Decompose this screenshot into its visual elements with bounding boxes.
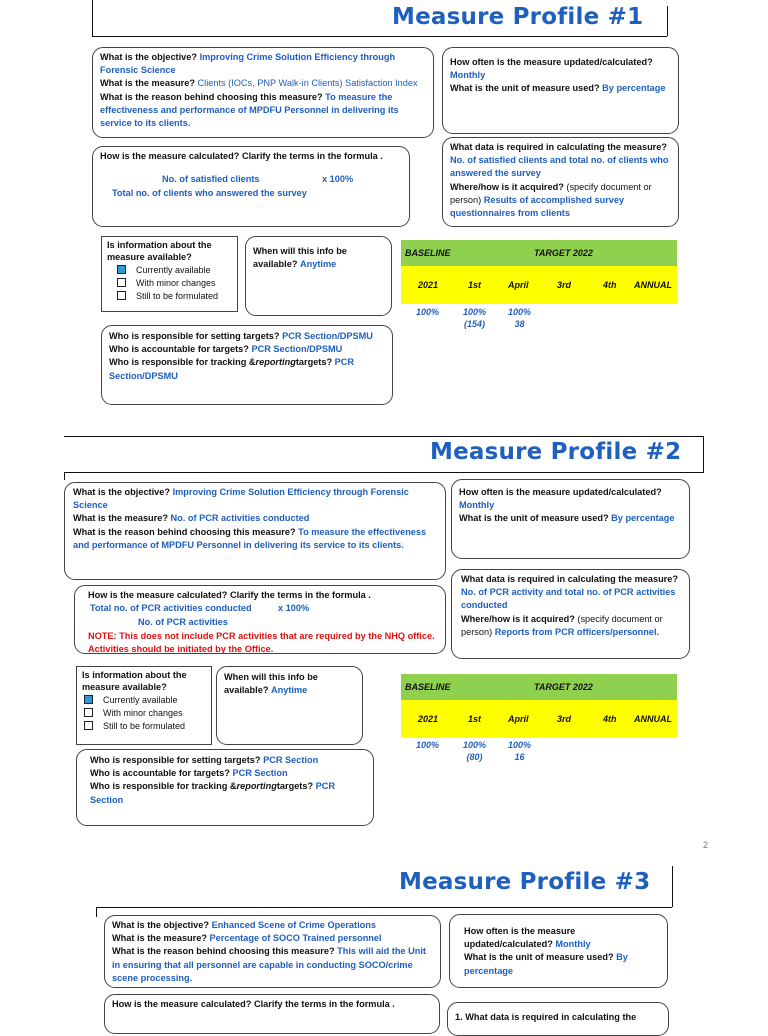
tracking-value-2: PCR Section: [90, 781, 336, 805]
first-quarter-value-1: 100% (154): [463, 307, 487, 329]
objective-value-1: Improving Crime Solution Efficiency through Forensic Science: [100, 52, 396, 76]
frequency-value-3: Monthly: [555, 939, 591, 950]
objective-box-3: What is the objective? Enhanced Scene of Crime Operations What is the measure? Percentage of SOCO Trained personnel What is the reason behind choosing this measure? This will aid the Unit in ensuring that all personnel are capable in conducting SOCO/crime scene processing.: [104, 915, 441, 988]
measure-value-1: Clients (IOCs, PNP Walk-in Clients) Satisfaction Index: [197, 78, 418, 89]
formula-numerator-2: Total no. of PCR activities conducted: [90, 603, 252, 614]
data-required-box-2: What data is required in calculating the measure? No. of PCR activity and total no. of PCR activities conducted Where/how is it acquired? (specify document or person) Reports from PCR officers/personnel.: [451, 569, 690, 659]
formula-box-2: How is the measure calculated? Clarify the terms in the formula . Total no. of PCR activities conducted x 100% No. of PCR activities NOTE: This does not include PCR activities that are required by the NHQ office. Activities should be initiated by the Office.: [74, 585, 446, 654]
measure-value-2: No. of PCR activities conducted: [170, 513, 310, 524]
formula-times-2: x 100%: [278, 603, 310, 614]
when-value-2: Anytime: [271, 685, 308, 696]
responsibility-box-2: Who is responsible for setting targets? PCR Section Who is accountable for targets? PCR Section Who is responsible for tracking &reportingtargets? PCR Section: [76, 749, 374, 826]
reason-value-2: To measure the effectiveness and performance of MPDFU Personnel in delivering its service to its clients.: [73, 526, 427, 550]
page-number: 2: [703, 840, 709, 850]
acquired-value-1: Results of accomplished survey questionnaires from clients: [450, 194, 625, 219]
frequency-box-1: How often is the measure updated/calculated? Monthly What is the unit of measure used? By percentage: [442, 47, 679, 134]
formula-note-2: NOTE: This does not include PCR activities that are required by the NHQ office. Activities should be initiated by the Office.: [88, 631, 435, 655]
reason-value-1: To measure the effectiveness and performance of MPDFU Personnel in delivering its service to its clients.: [100, 91, 399, 129]
profile2-title: Measure Profile #2: [430, 439, 682, 465]
objective-box-2: What is the objective? Improving Crime Solution Efficiency through Forensic Science What is the measure? No. of PCR activities conducted What is the reason behind choosing this measure? To measure the effectiveness and performance of MPDFU Personnel in delivering its service to its clients.: [64, 482, 446, 580]
when-available-box-2: When will this info be available? Anytime: [216, 666, 363, 745]
measure-value-3: Percentage of SOCO Trained personnel: [209, 933, 382, 944]
formula-box-3: How is the measure calculated? Clarify the terms in the formula .: [104, 994, 440, 1034]
tracking-value-1: PCR Section/DPSMU: [109, 357, 355, 381]
data-required-box-3: [447, 1002, 669, 1036]
setting-value-2: PCR Section: [263, 755, 319, 765]
first-quarter-value-2: 100% (80): [463, 740, 487, 762]
objective-value-2: Improving Crime Solution Efficiency through Forensic Science: [73, 487, 409, 511]
unit-value-1: By percentage: [602, 83, 666, 94]
acquired-value-2: Reports from PCR officers/personnel.: [494, 626, 660, 637]
when-value-1: Anytime: [300, 259, 337, 270]
baseline-value-2: 100%: [416, 740, 440, 750]
checkbox-to-be-formulated-2[interactable]: [84, 721, 93, 730]
availability-box-1: Is information about the measure available? Currently available With minor changes Still to be formulated: [101, 236, 238, 312]
objective-box-1: What is the objective? Improving Crime Solution Efficiency through Forensic Science What is the measure? Clients (IOCs, PNP Walk-in Clients) Satisfaction Index What is the reason behind choosing this measure? To measure the effectiveness and performance of MPDFU Personnel in delivering its service to its clients.: [92, 47, 434, 138]
when-available-box-1: When will this info be available? Anytime: [245, 236, 392, 316]
frequency-box-2: How often is the measure updated/calculated? Monthly What is the unit of measure used? By percentage: [451, 479, 690, 559]
formula-denominator-2: No. of PCR activities: [138, 617, 228, 628]
checkbox-currently-available-2[interactable]: [84, 695, 93, 704]
formula-box-1: How is the measure calculated? Clarify the terms in the formula . No. of satisfied clients x 100% Total no. of clients who answered the survey: [92, 146, 410, 227]
formula-times-1: x 100%: [322, 174, 354, 185]
accountable-value-1: PCR Section/DPSMU: [251, 344, 343, 355]
checkbox-to-be-formulated-1[interactable]: [117, 291, 126, 300]
frequency-value-2: Monthly: [459, 500, 495, 511]
data-required-box-1: What data is required in calculating the measure? No. of satisfied clients and total no. of clients who answered the survey Where/how is it acquired? (specify document or person) Results of accomplished survey questionnaires from clients: [442, 137, 679, 227]
formula-numerator-1: No. of satisfied clients: [162, 174, 260, 185]
data-required-value-2: No. of PCR activity and total no. of PCR activities conducted: [461, 587, 676, 611]
profile3-title: Measure Profile #3: [399, 869, 651, 895]
data-required-value-1: No. of satisfied clients and total no. of clients who answered the survey: [450, 155, 669, 179]
unit-value-2: By percentage: [611, 513, 675, 524]
unit-value-3: By percentage: [464, 952, 628, 976]
accountable-value-2: PCR Section: [232, 768, 288, 779]
april-value-2: 100% 16: [508, 740, 532, 762]
target-table-1: BASELINE TARGET 2022 2021 1st April 3rd 4th ANNUAL: [401, 240, 677, 304]
setting-value-1: PCR Section/DPSMU: [282, 331, 373, 341]
profile1-title: Measure Profile #1: [392, 4, 644, 30]
checkbox-minor-changes-1[interactable]: [117, 278, 126, 287]
formula-denominator-1: Total no. of clients who answered the survey: [112, 188, 307, 199]
baseline-value-1: 100%: [416, 307, 440, 317]
availability-box-2: Is information about the measure available? Currently available With minor changes Still to be formulated: [76, 666, 212, 745]
responsibility-box-1: Who is responsible for setting targets? PCR Section/DPSMU Who is accountable for targets? PCR Section/DPSMU Who is responsible for tracking &reportingtargets? PCR Section/DPSMU: [101, 325, 393, 405]
objective-value-3: Enhanced Scene of Crime Operations: [211, 920, 376, 930]
data-required-question-3: 1. What data is required in calculating the: [455, 1012, 637, 1022]
checkbox-currently-available-1[interactable]: [117, 265, 126, 274]
target-table-2: BASELINE TARGET 2022 2021 1st April 3rd 4th ANNUAL: [401, 674, 677, 738]
reason-value-3: This will aid the Unit in ensuring that all personnel are capable in conducting SOCO/crime scene processing.: [112, 946, 426, 983]
checkbox-minor-changes-2[interactable]: [84, 708, 93, 717]
frequency-box-3: How often is the measure updated/calculated? Monthly What is the unit of measure used? By percentage: [449, 914, 668, 988]
frequency-value-1: Monthly: [450, 70, 486, 81]
april-value-1: 100% 38: [508, 307, 532, 329]
